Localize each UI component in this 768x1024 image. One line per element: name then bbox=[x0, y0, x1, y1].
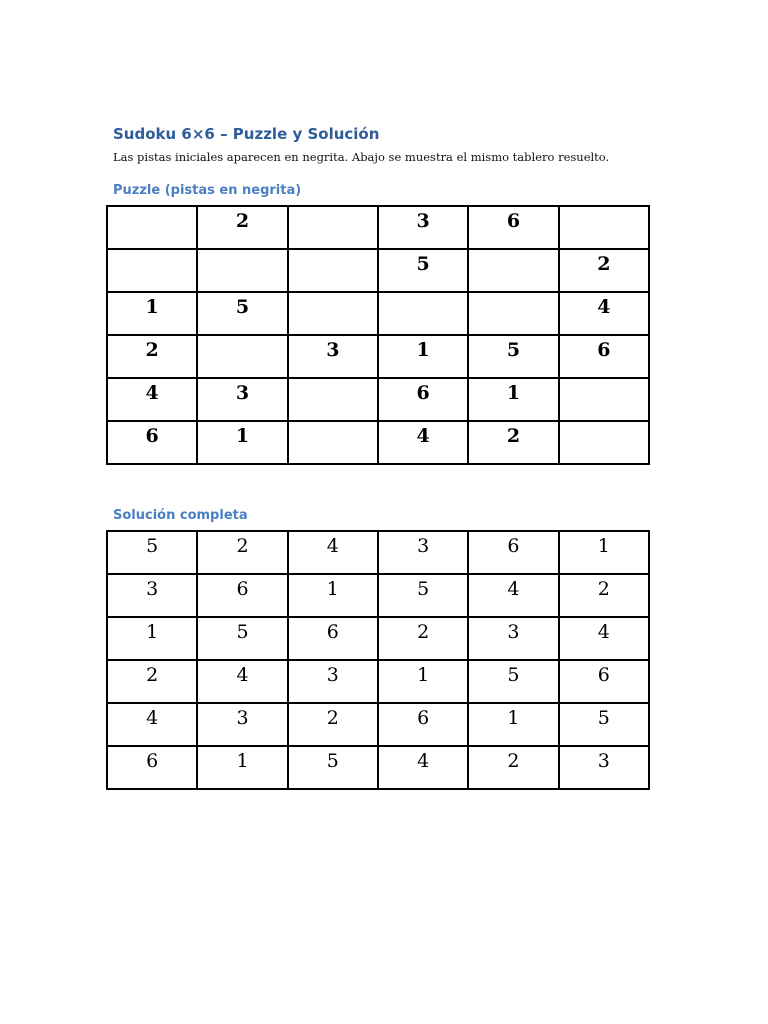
puzzle-cell: 2 bbox=[107, 335, 197, 378]
puzzle-cell bbox=[468, 292, 558, 335]
solution-cell: 1 bbox=[378, 660, 468, 703]
solution-cell: 3 bbox=[288, 660, 378, 703]
puzzle-cell: 1 bbox=[378, 335, 468, 378]
puzzle-cell: 6 bbox=[378, 378, 468, 421]
solution-cell: 2 bbox=[468, 746, 558, 789]
solution-cell: 1 bbox=[107, 617, 197, 660]
puzzle-cell: 4 bbox=[107, 378, 197, 421]
puzzle-cell: 6 bbox=[107, 421, 197, 464]
puzzle-cell: 3 bbox=[288, 335, 378, 378]
solution-cell: 2 bbox=[197, 531, 287, 574]
solution-cell: 5 bbox=[468, 660, 558, 703]
puzzle-cell bbox=[559, 206, 649, 249]
document-intro: Las pistas iniciales aparecen en negrita. Abajo se muestra el mismo tablero resuelto. bbox=[113, 150, 610, 164]
puzzle-cell: 5 bbox=[197, 292, 287, 335]
puzzle-cell bbox=[559, 378, 649, 421]
puzzle-cell bbox=[197, 249, 287, 292]
puzzle-cell: 1 bbox=[468, 378, 558, 421]
puzzle-cell bbox=[378, 292, 468, 335]
puzzle-row bbox=[107, 206, 649, 249]
puzzle-cell: 2 bbox=[559, 249, 649, 292]
puzzle-heading: Puzzle (pistas en negrita) bbox=[113, 183, 302, 198]
solution-cell: 4 bbox=[468, 574, 558, 617]
solution-cell: 1 bbox=[468, 703, 558, 746]
solution-row bbox=[107, 531, 649, 574]
puzzle-cell: 5 bbox=[468, 335, 558, 378]
document-title: Sudoku 6×6 – Puzzle y Solución bbox=[113, 125, 380, 143]
solution-cell: 3 bbox=[559, 746, 649, 789]
puzzle-row bbox=[107, 292, 649, 335]
solution-cell: 4 bbox=[378, 746, 468, 789]
puzzle-cell bbox=[197, 335, 287, 378]
solution-cell: 6 bbox=[288, 617, 378, 660]
solution-cell: 3 bbox=[197, 703, 287, 746]
puzzle-cell: 1 bbox=[197, 421, 287, 464]
solution-cell: 2 bbox=[559, 574, 649, 617]
puzzle-cell: 3 bbox=[378, 206, 468, 249]
puzzle-cell bbox=[288, 378, 378, 421]
puzzle-cell: 2 bbox=[197, 206, 287, 249]
solution-cell: 5 bbox=[197, 617, 287, 660]
puzzle-cell: 5 bbox=[378, 249, 468, 292]
solution-cell: 3 bbox=[468, 617, 558, 660]
solution-cell: 2 bbox=[378, 617, 468, 660]
solution-heading: Solución completa bbox=[113, 508, 248, 523]
solution-cell: 1 bbox=[288, 574, 378, 617]
puzzle-cell bbox=[107, 249, 197, 292]
solution-cell: 1 bbox=[197, 746, 287, 789]
puzzle-cell bbox=[468, 249, 558, 292]
solution-cell: 6 bbox=[107, 746, 197, 789]
puzzle-row bbox=[107, 421, 649, 464]
solution-cell: 2 bbox=[107, 660, 197, 703]
solution-row bbox=[107, 703, 649, 746]
solution-row bbox=[107, 746, 649, 789]
puzzle-row bbox=[107, 249, 649, 292]
puzzle-cell: 6 bbox=[468, 206, 558, 249]
solution-cell: 5 bbox=[107, 531, 197, 574]
puzzle-cell: 6 bbox=[559, 335, 649, 378]
puzzle-grid-body bbox=[107, 206, 649, 464]
puzzle-cell: 4 bbox=[378, 421, 468, 464]
solution-cell: 5 bbox=[559, 703, 649, 746]
solution-cell: 5 bbox=[378, 574, 468, 617]
solution-cell: 1 bbox=[559, 531, 649, 574]
solution-cell: 3 bbox=[378, 531, 468, 574]
puzzle-cell bbox=[288, 206, 378, 249]
solution-cell: 6 bbox=[378, 703, 468, 746]
solution-cell: 3 bbox=[107, 574, 197, 617]
solution-cell: 6 bbox=[197, 574, 287, 617]
puzzle-grid bbox=[106, 205, 650, 465]
solution-cell: 6 bbox=[468, 531, 558, 574]
puzzle-cell: 3 bbox=[197, 378, 287, 421]
solution-cell: 4 bbox=[288, 531, 378, 574]
puzzle-cell bbox=[288, 421, 378, 464]
solution-row bbox=[107, 660, 649, 703]
solution-grid bbox=[106, 530, 650, 790]
puzzle-cell bbox=[288, 292, 378, 335]
puzzle-cell: 4 bbox=[559, 292, 649, 335]
solution-cell: 4 bbox=[559, 617, 649, 660]
solution-row bbox=[107, 617, 649, 660]
puzzle-cell bbox=[559, 421, 649, 464]
solution-cell: 5 bbox=[288, 746, 378, 789]
solution-cell: 4 bbox=[197, 660, 287, 703]
solution-grid-body bbox=[107, 531, 649, 789]
solution-cell: 2 bbox=[288, 703, 378, 746]
puzzle-cell bbox=[288, 249, 378, 292]
puzzle-cell: 2 bbox=[468, 421, 558, 464]
puzzle-cell bbox=[107, 206, 197, 249]
solution-row bbox=[107, 574, 649, 617]
puzzle-row bbox=[107, 378, 649, 421]
puzzle-row bbox=[107, 335, 649, 378]
solution-cell: 6 bbox=[559, 660, 649, 703]
solution-cell: 4 bbox=[107, 703, 197, 746]
puzzle-cell: 1 bbox=[107, 292, 197, 335]
